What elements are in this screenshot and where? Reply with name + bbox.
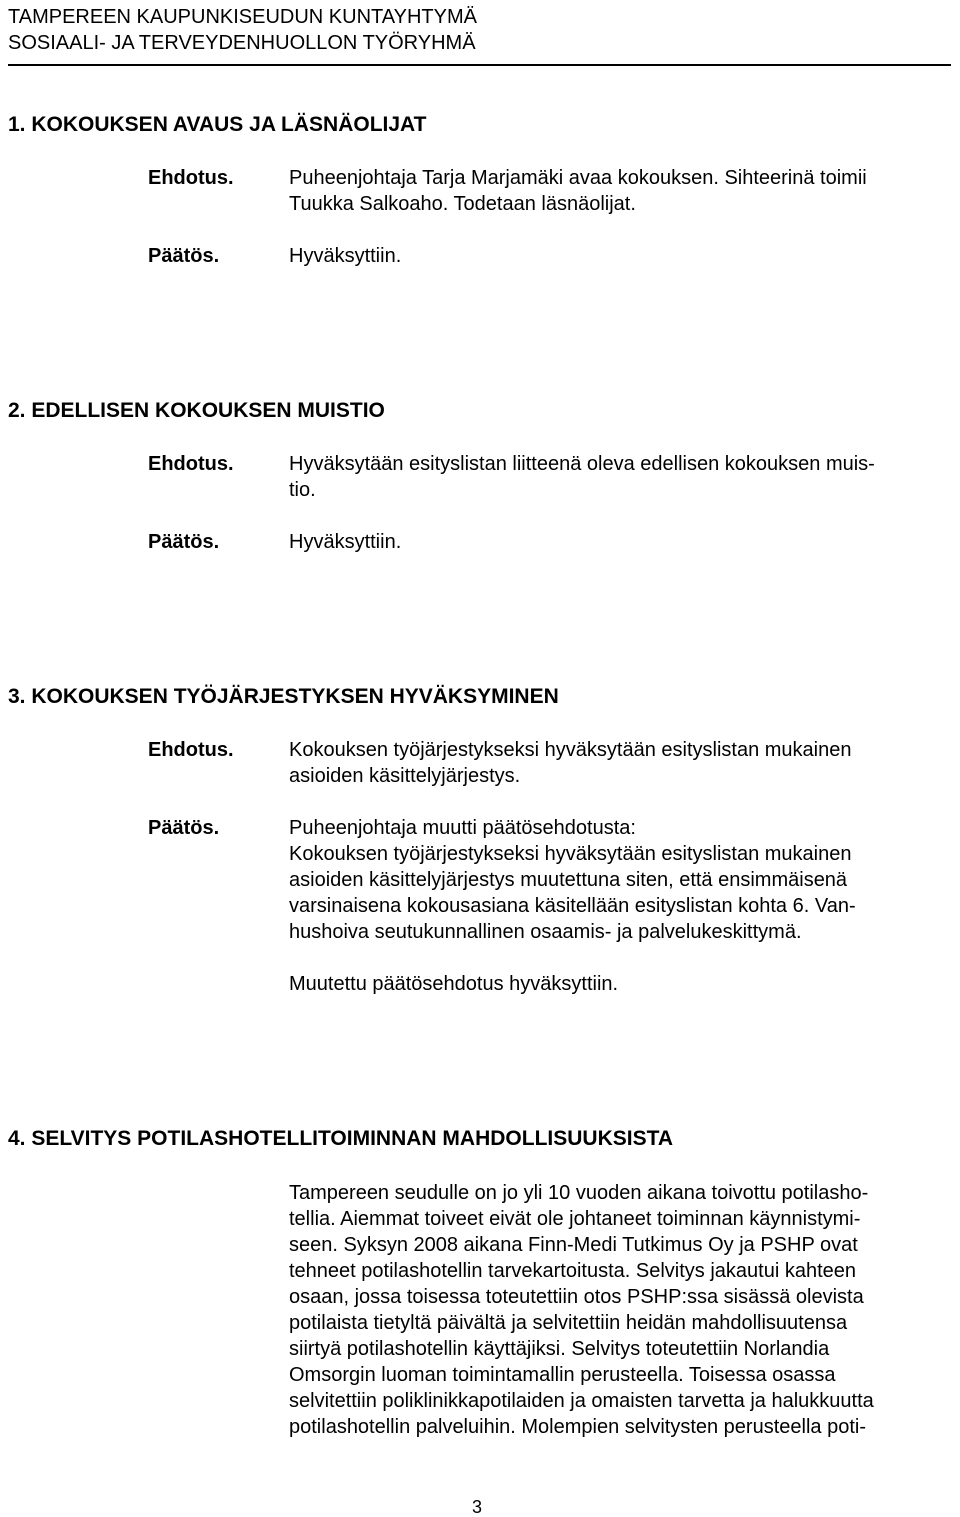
section-1-proposal-text xyxy=(289,165,953,217)
text-line: tellia. Aiemmat toiveet eivät ole johtaneet toiminnan käynnistymi- xyxy=(289,1208,861,1230)
section-1-decision-label: Päätös. xyxy=(148,245,220,267)
document-header xyxy=(8,4,477,56)
text-line: varsinaisena kokousasiana käsitellään esityslistan kohta 6. Van- xyxy=(289,895,856,917)
section-3-proposal-text xyxy=(289,737,953,789)
text-line: Kokouksen työjärjestykseksi hyväksytään esityslistan mukainen xyxy=(289,843,852,865)
text-line: selvitettiin poliklinikkapotilaiden ja omaisten tarvetta ja halukkuutta xyxy=(289,1390,874,1412)
text-line: Kokouksen työjärjestykseksi hyväksytään esityslistan mukainen xyxy=(289,739,852,761)
text-line: Puheenjohtaja Tarja Marjamäki avaa kokouksen. Sihteerinä toimii xyxy=(289,167,867,189)
section-4-heading: 4. SELVITYS POTILASHOTELLITOIMINNAN MAHDOLLISUUKSISTA xyxy=(8,1127,674,1150)
text-line: asioiden käsittelyjärjestys. xyxy=(289,765,521,787)
section-2-decision-label: Päätös. xyxy=(148,531,220,553)
section-3-decision-followup xyxy=(289,971,953,997)
text-line: Hyväksytään esityslistan liitteenä oleva edellisen kokouksen muis- xyxy=(289,453,875,475)
text-line: Omsorgin luoman toimintamallin perusteella. Toisessa osassa xyxy=(289,1364,836,1386)
section-2-proposal-label: Ehdotus. xyxy=(148,453,234,475)
section-3-proposal-label: Ehdotus. xyxy=(148,739,234,761)
section-2-decision-text xyxy=(289,529,953,555)
section-1-proposal-label: Ehdotus. xyxy=(148,167,234,189)
section-3-heading: 3. KOKOUKSEN TYÖJÄRJESTYKSEN HYVÄKSYMINEN xyxy=(8,685,559,708)
section-1-heading: 1. KOKOUKSEN AVAUS JA LÄSNÄOLIJAT xyxy=(8,113,427,136)
section-2-proposal-text xyxy=(289,451,953,503)
text-line: osaan, jossa toisessa toteutettiin otos PSHP:ssa sisässä olevista xyxy=(289,1286,864,1308)
text-line: Hyväksyttiin. xyxy=(289,245,402,267)
text-line: potilashotellin palveluihin. Molempien selvitysten perusteella poti- xyxy=(289,1416,866,1438)
section-3-decision-label: Päätös. xyxy=(148,817,220,839)
header-divider xyxy=(8,64,951,66)
header-working-group: SOSIAALI- JA TERVEYDENHUOLLON TYÖRYHMÄ xyxy=(8,32,476,54)
text-line: seen. Syksyn 2008 aikana Finn-Medi Tutkimus Oy ja PSHP ovat xyxy=(289,1234,858,1256)
text-line: Tampereen seudulle on jo yli 10 vuoden aikana toivottu potilasho- xyxy=(289,1182,869,1204)
text-line: tehneet potilashotellin tarvekartoitusta. Selvitys jakautui kahteen xyxy=(289,1260,857,1282)
text-line: Tuukka Salkoaho. Todetaan läsnäolijat. xyxy=(289,193,636,215)
text-line: potilaista tietyltä päivältä ja selvitettiin heidän mahdollisuutensa xyxy=(289,1312,848,1334)
page-number: 3 xyxy=(472,1497,483,1517)
text-line: siirtyä potilashotellin käyttäjiksi. Selvitys toteutettiin Norlandia xyxy=(289,1338,830,1360)
section-4-body-text xyxy=(289,1180,953,1440)
text-line: asioiden käsittelyjärjestys muutettuna siten, että ensimmäisenä xyxy=(289,869,848,891)
section-1-decision-text xyxy=(289,243,953,269)
text-line: tio. xyxy=(289,479,316,501)
text-line: Hyväksyttiin. xyxy=(289,531,402,553)
text-line: hushoiva seutukunnallinen osaamis- ja palvelukeskittymä. xyxy=(289,921,802,943)
header-organization: TAMPEREEN KAUPUNKISEUDUN KUNTAYHTYMÄ xyxy=(8,6,477,28)
text-line: Puheenjohtaja muutti päätösehdotusta: xyxy=(289,817,636,839)
section-3-decision-text xyxy=(289,815,953,945)
section-2-heading: 2. EDELLISEN KOKOUKSEN MUISTIO xyxy=(8,399,385,422)
text-line: Muutettu päätösehdotus hyväksyttiin. xyxy=(289,973,619,995)
